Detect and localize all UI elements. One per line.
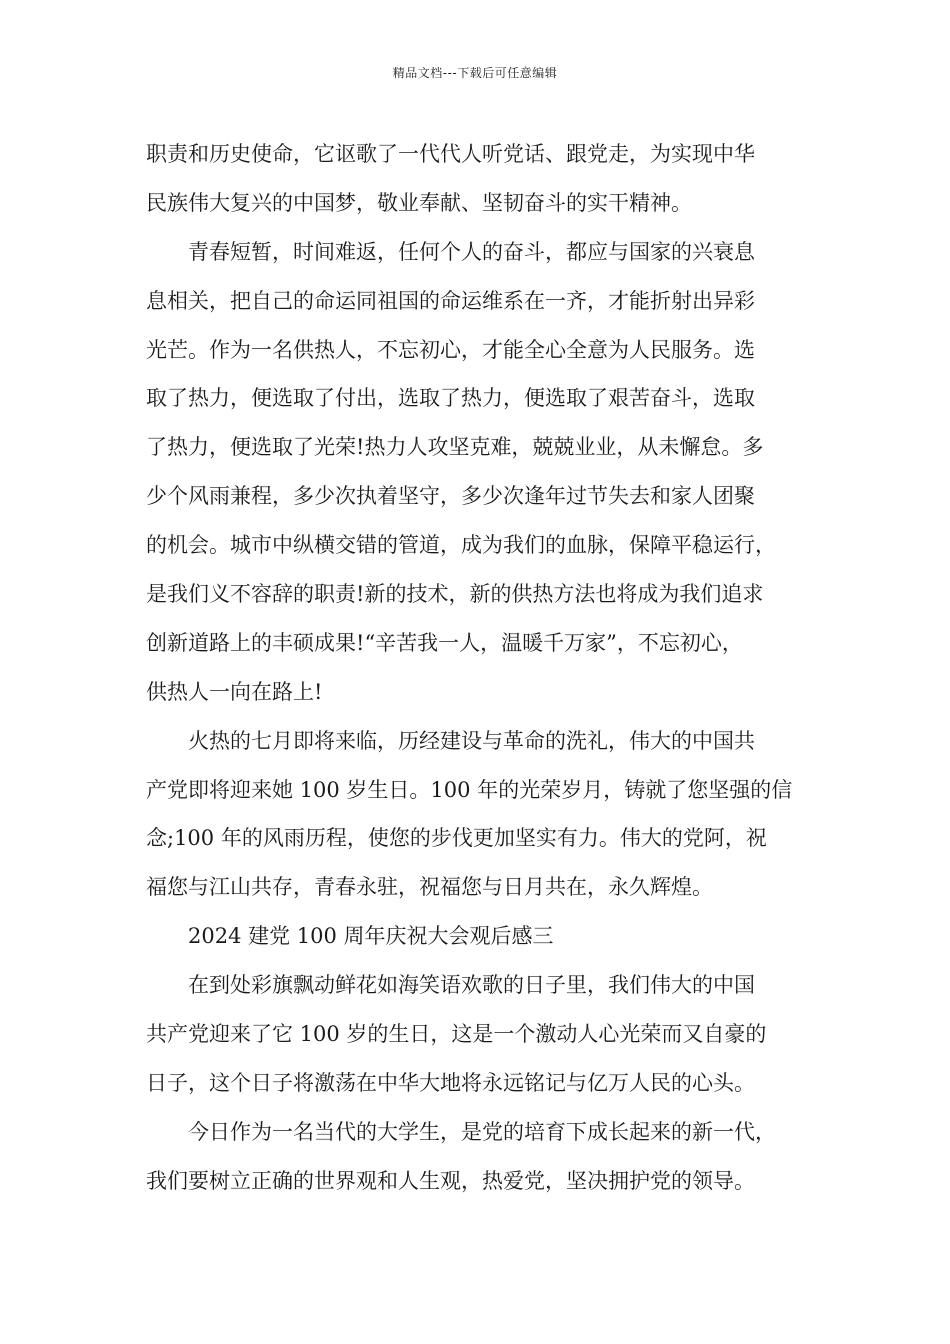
text-line: 的机会。城市中纵横交错的管道，成为我们的血脉，保障平稳运行，	[146, 533, 776, 558]
text-line: 供热人一向在路上!	[146, 679, 323, 704]
document-body	[146, 130, 826, 1206]
paragraph-start-line: 青春短暂，时间难返，任何个人的奋斗，都应与国家的兴衰息	[188, 239, 755, 264]
text-line: 创新道路上的丰硕成果!“辛苦我一人，温暖千万家”，不忘初心，	[146, 630, 743, 655]
text-line: 是我们义不容辞的职责!新的技术，新的供热方法也将成为我们追求	[146, 582, 764, 607]
text-line: 念;100 年的风雨历程，使您的步伐更加坚实有力。伟大的党阿，祝	[146, 826, 767, 851]
section-title: 2024 建党 100 周年庆祝大会观后感三	[188, 924, 554, 949]
text-line: 取了热力，便选取了付出，选取了热力，便选取了艰苦奋斗，选取	[146, 386, 755, 411]
text-line: 息相关，把自己的命运同祖国的命运维系在一齐，才能折射出异彩	[146, 288, 755, 313]
text-line: 共产党迎来了它 100 岁的生日，这是一个激动人心光荣而又自豪的	[146, 1022, 767, 1047]
text-line: 福您与江山共存，青春永驻，祝福您与日月共在，永久辉煌。	[146, 875, 713, 900]
text-line: 民族伟大复兴的中国梦，敬业奉献、坚韧奋斗的实干精神。	[146, 190, 692, 215]
text-line: 产党即将迎来她 100 岁生日。100 年的光荣岁月，铸就了您坚强的信	[146, 777, 793, 802]
paragraph-start-line: 今日作为一名当代的大学生，是党的培育下成长起来的新一代，	[188, 1119, 776, 1144]
paragraph-start-line: 在到处彩旗飘动鲜花如海笑语欢歌的日子里，我们伟大的中国	[188, 973, 755, 998]
text-line: 职责和历史使命，它讴歌了一代代人听党话、跟党走，为实现中华	[146, 142, 755, 166]
text-line: 少个风雨兼程，多少次执着坚守，多少次逢年过节失去和家人团聚	[146, 484, 755, 509]
text-line: 日子，这个日子将激荡在中华大地将永远铭记与亿万人民的心头。	[146, 1070, 755, 1095]
text-line: 了热力，便选取了光荣!热力人攻坚克难，兢兢业业，从未懈怠。多	[146, 435, 764, 460]
paragraph-start-line: 火热的七月即将来临，历经建设与革命的洗礼，伟大的中国共	[188, 728, 755, 753]
text-line: 光芒。作为一名供热人，不忘初心，才能全心全意为人民服务。选	[146, 337, 755, 362]
page-header: 精品文档---下载后可任意编辑	[392, 66, 558, 80]
text-line: 我们要树立正确的世界观和人生观，热爱党，坚决拥护党的领导。	[146, 1168, 755, 1193]
